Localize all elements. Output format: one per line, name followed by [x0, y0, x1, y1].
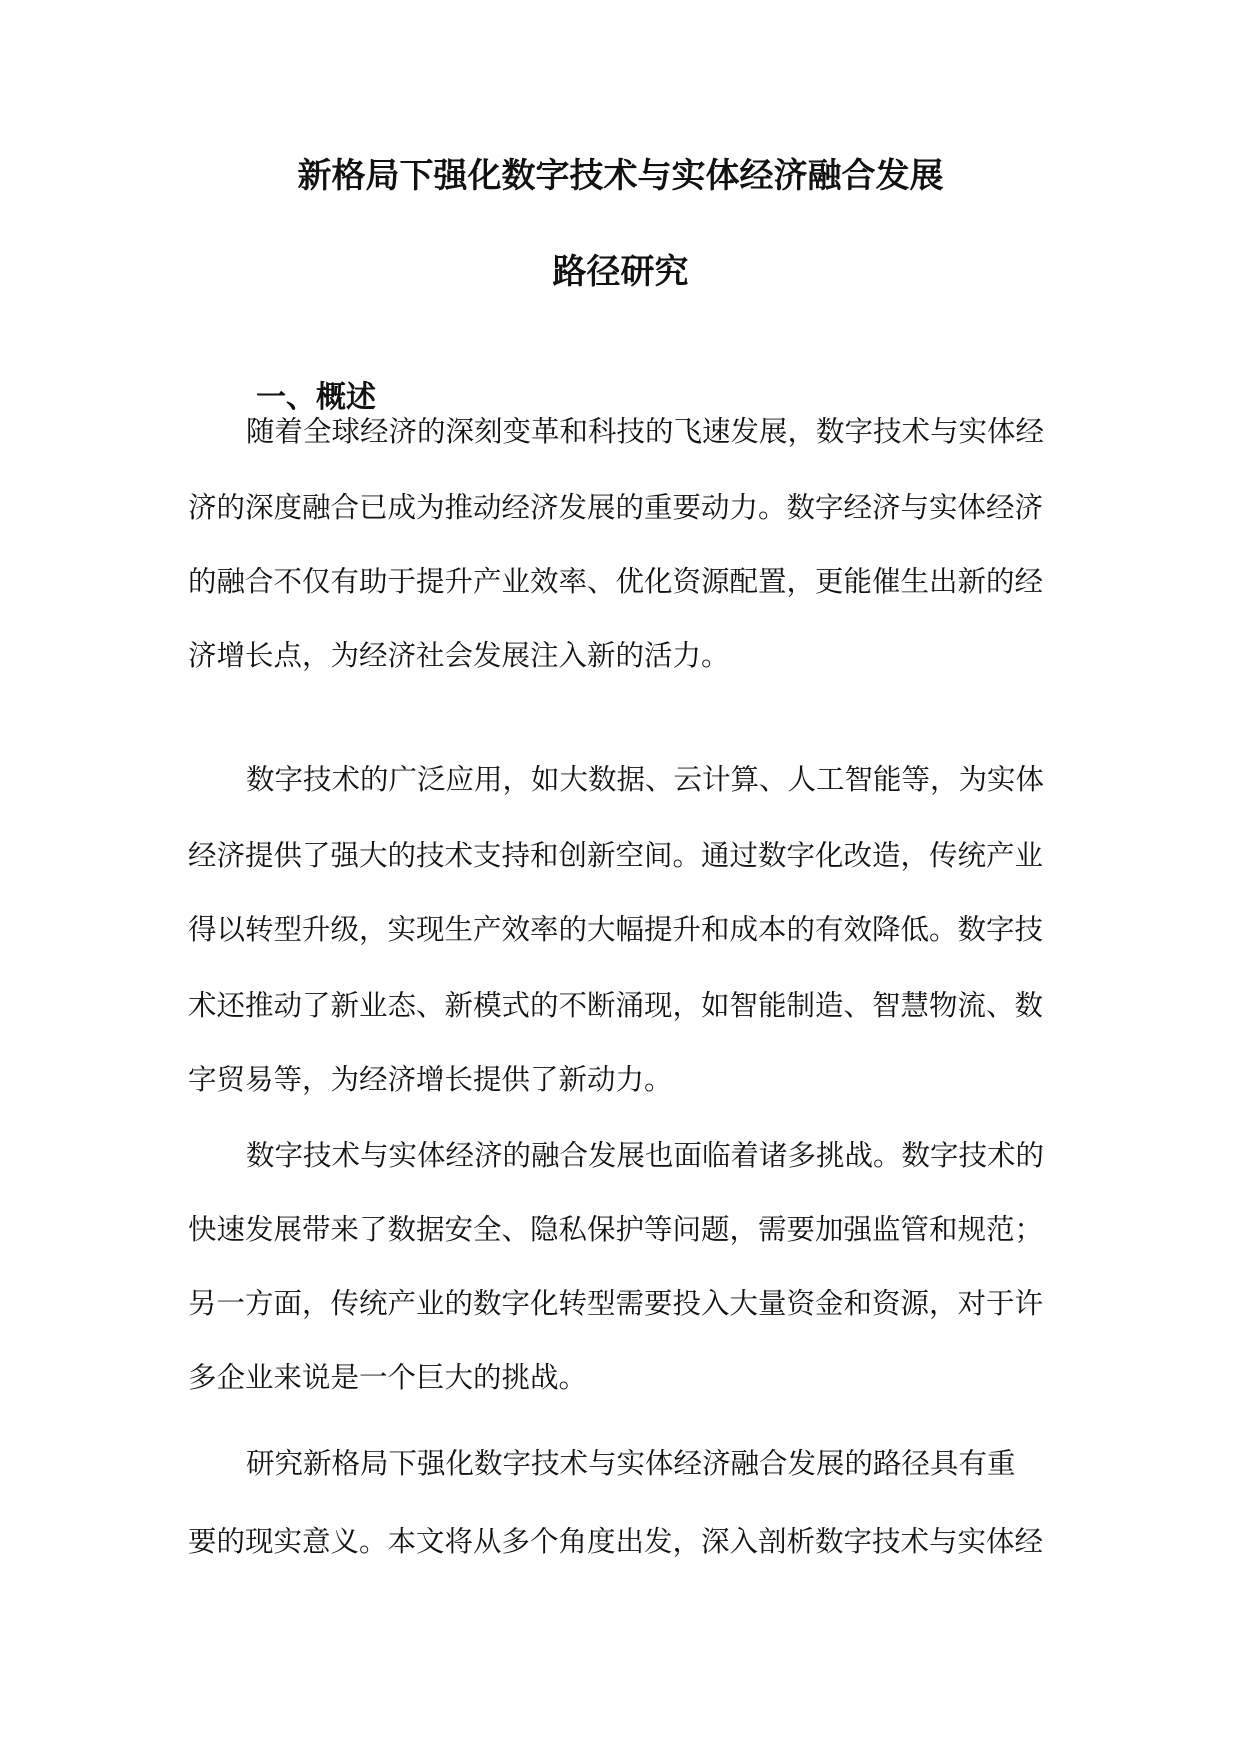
paragraph-line: 研究新格局下强化数字技术与实体经济融合发展的路径具有重 — [246, 1447, 1016, 1480]
paragraph-line: 经济提供了强大的技术支持和创新空间。通过数字化改造，传统产业 — [188, 839, 1044, 872]
paragraph-line: 随着全球经济的深刻变革和科技的飞速发展，数字技术与实体经 — [246, 415, 1045, 448]
paragraph-line: 术还推动了新业态、新模式的不断涌现，如智能制造、智慧物流、数 — [188, 989, 1044, 1022]
paragraph-line: 得以转型升级，实现生产效率的大幅提升和成本的有效降低。数字技 — [188, 913, 1044, 946]
paragraph-line: 济的深度融合已成为推动经济发展的重要动力。数字经济与实体经济 — [188, 491, 1044, 524]
document-title-line-2: 路径研究 — [552, 252, 689, 292]
paragraph-line: 另一方面，传统产业的数字化转型需要投入大量资金和资源，对于许 — [188, 1287, 1044, 1320]
paragraph-line: 济增长点，为经济社会发展注入新的活力。 — [188, 639, 730, 672]
paragraph-line: 字贸易等，为经济增长提供了新动力。 — [188, 1063, 673, 1096]
paragraph-line: 数字技术与实体经济的融合发展也面临着诸多挑战。数字技术的 — [246, 1139, 1045, 1172]
paragraph-line: 多企业来说是一个巨大的挑战。 — [188, 1361, 588, 1394]
document-title-line-1: 新格局下强化数字技术与实体经济融合发展 — [297, 156, 944, 196]
section-heading: 一、概述 — [256, 380, 376, 415]
paragraph-line: 快速发展带来了数据安全、隐私保护等问题，需要加强监管和规范； — [188, 1213, 1044, 1246]
paragraph-line: 数字技术的广泛应用，如大数据、云计算、人工智能等，为实体 — [246, 763, 1045, 796]
paragraph-line: 的融合不仅有助于提升产业效率、优化资源配置，更能催生出新的经 — [188, 565, 1044, 598]
paragraph-line: 要的现实意义。本文将从多个角度出发，深入剖析数字技术与实体经 — [188, 1525, 1044, 1558]
